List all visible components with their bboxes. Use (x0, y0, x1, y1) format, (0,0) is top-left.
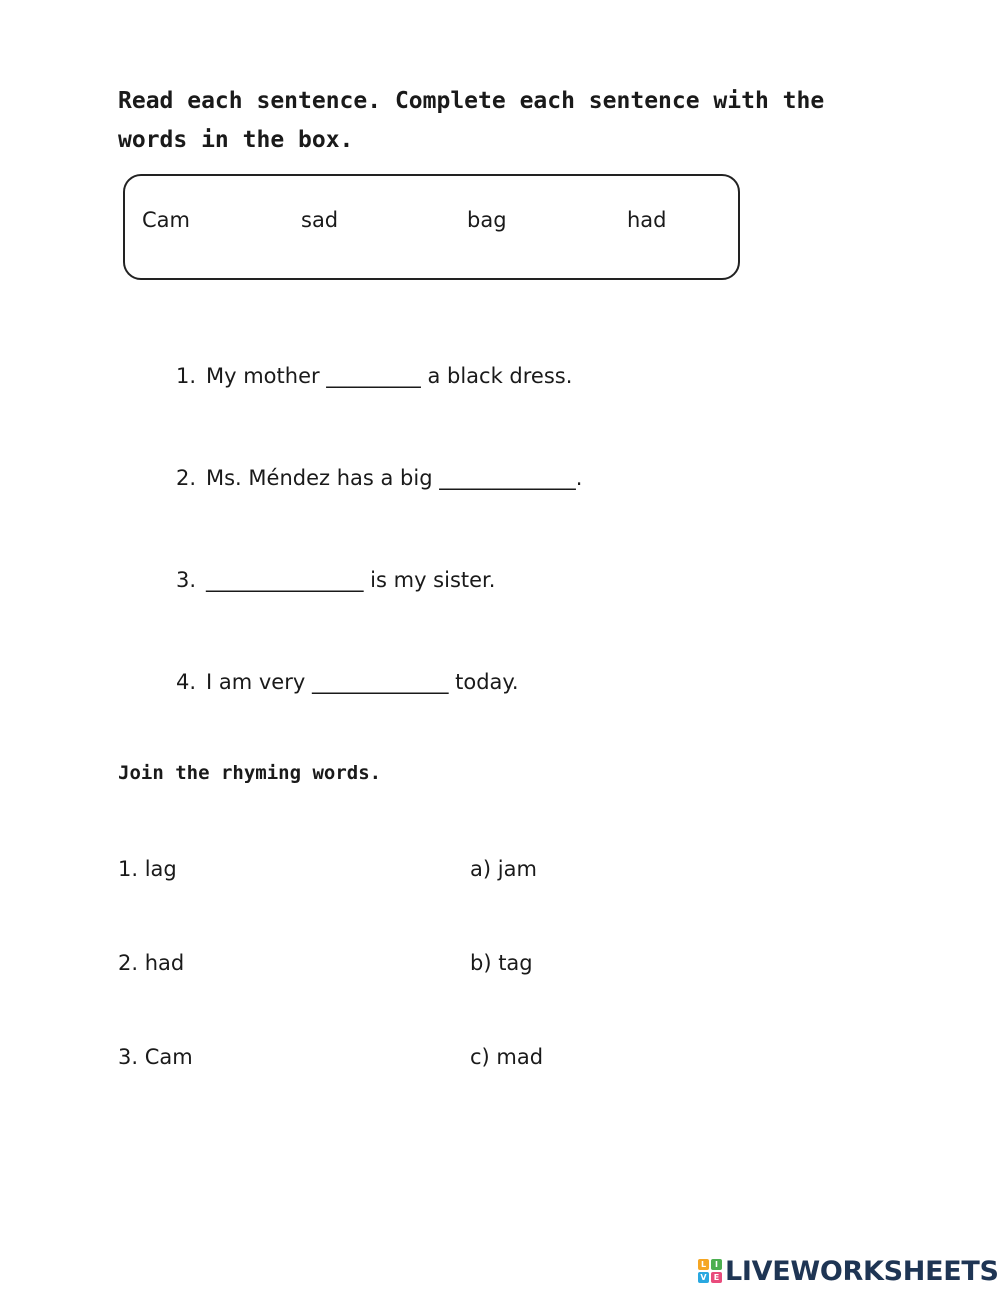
sentence-number: 3. (176, 568, 197, 592)
word-box-item: had (627, 208, 667, 232)
logo-cell: I (711, 1259, 722, 1270)
sentence-3 (176, 568, 495, 592)
rhyme-right-item: a) jam (470, 857, 537, 881)
sentence-text: _______________ is my sister. (206, 568, 496, 592)
logo-cell: V (698, 1272, 709, 1283)
word-box-item: Cam (142, 208, 190, 232)
sentence-4 (176, 670, 519, 694)
sentence-text: I am very _____________ today. (206, 670, 519, 694)
instructions: Read each sentence. Complete each sentence with the words in the box. (118, 88, 825, 153)
rhyme-left-item: 2. had (118, 951, 185, 975)
sentence-text: Ms. Méndez has a big _____________. (206, 466, 583, 490)
sentence-2 (176, 466, 582, 490)
word-box-item: sad (301, 208, 339, 232)
rhyme-right-item: b) tag (470, 951, 533, 975)
sentence-number: 2. (176, 466, 197, 490)
logo-icon (698, 1259, 722, 1283)
sentence-text: My mother _________ a black dress. (206, 364, 573, 388)
liveworksheets-logo (698, 1255, 999, 1287)
logo-text: LIVEWORKSHEETS (725, 1255, 999, 1287)
logo-cell: E (711, 1272, 722, 1283)
logo-cell: L (698, 1259, 709, 1270)
sentence-1 (176, 364, 572, 388)
join-title: Join the rhyming words. (118, 762, 382, 784)
sentence-number: 4. (176, 670, 197, 694)
sentence-number: 1. (176, 364, 197, 388)
rhyme-left-item: 1. lag (118, 857, 177, 881)
word-box-item: bag (467, 208, 507, 232)
word-box (123, 174, 740, 280)
rhyme-left-item: 3. Cam (118, 1045, 193, 1069)
rhyme-right-item: c) mad (470, 1045, 544, 1069)
